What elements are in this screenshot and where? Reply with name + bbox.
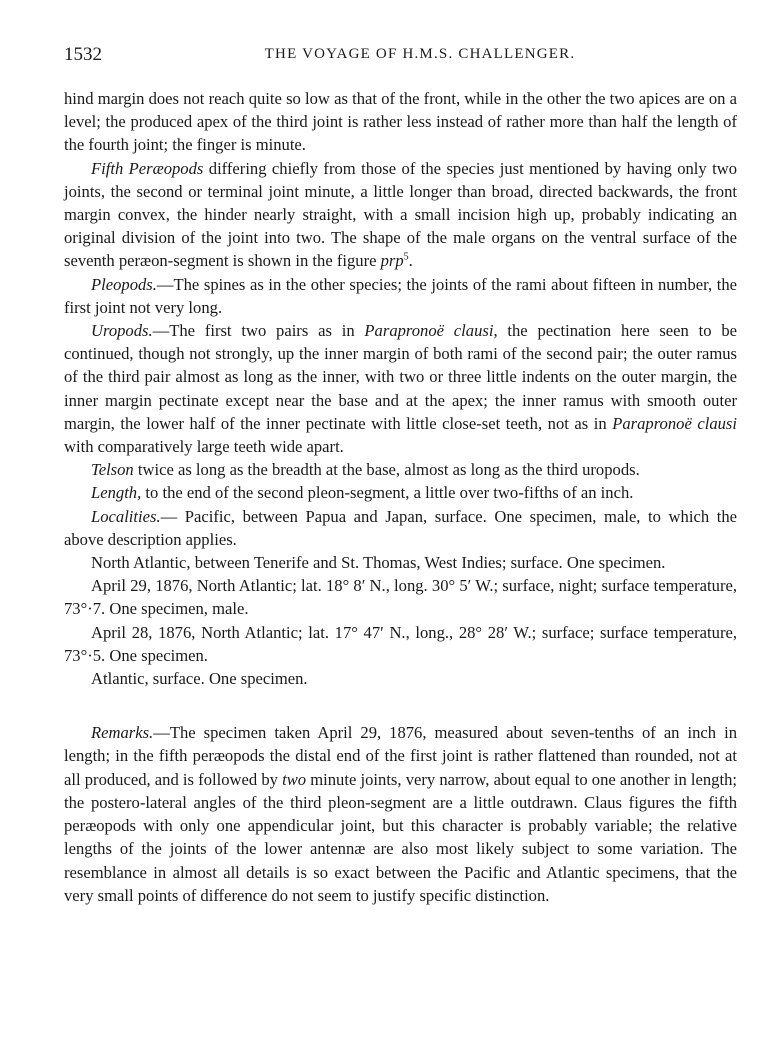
label-length: Length, bbox=[91, 483, 142, 503]
paragraph-length bbox=[64, 481, 737, 504]
label-pleopods: Pleopods. bbox=[91, 274, 157, 294]
paragraph-localities bbox=[64, 505, 737, 551]
paragraph-locality-4: April 28, 1876, North Atlantic; lat. 17° 47′ N., long., 28° 28′ W.; surface; surface temperature, 73°·5. One specimen. bbox=[64, 622, 737, 665]
text-telson: twice as long as the breadth at the base, almost as long as the third uropods. bbox=[133, 460, 640, 480]
body-text bbox=[64, 87, 737, 907]
paragraph-fifth-peraeopods bbox=[64, 157, 737, 273]
paragraph-pleopods bbox=[64, 273, 737, 319]
text-pleopods: —The spines as in the other species; the joints of the rami about fifteen in number, the first joint not very long. bbox=[64, 274, 737, 317]
label-telson: Telson bbox=[91, 460, 134, 480]
label-uropods: Uropods. bbox=[91, 321, 153, 341]
page-number: 1532 bbox=[64, 44, 102, 65]
paragraph-locality-2: North Atlantic, between Tenerife and St. Thomas, West Indies; surface. One specimen. bbox=[91, 553, 666, 573]
page-header bbox=[64, 44, 736, 74]
figure-ref-period: . bbox=[408, 251, 413, 271]
paragraph-telson bbox=[64, 458, 737, 481]
paragraph-remarks bbox=[64, 721, 737, 907]
paragraph-uropods bbox=[64, 319, 737, 458]
running-title: THE VOYAGE OF H.M.S. CHALLENGER. bbox=[264, 46, 576, 62]
text-remarks-b: minute joints, very narrow, about equal to one another in length; the postero-lateral angles of the third pleon-segment are a little outdrawn. Claus figures the fifth peræopods with only one appendicular joint, but this character is probably variable; the relative lengths of the joints of the lower antennæ are also most likely subject to some variation. The resemblance in almost all details is so exact between the Pacific and Atlantic specimens, that the very small points of difference do not seem to justify specific distinction. bbox=[64, 769, 737, 905]
paragraph-locality-3: April 29, 1876, North Atlantic; lat. 18° 8′ N., long. 30° 5′ W.; surface, night; surface temperature, 73°·7. One specimen, male. bbox=[64, 576, 737, 619]
paragraph-locality-5: Atlantic, surface. One specimen. bbox=[91, 669, 308, 689]
label-remarks: Remarks. bbox=[91, 723, 154, 743]
text-uropods-c: with comparatively large teeth wide apart. bbox=[64, 437, 344, 457]
text-uropods-b: , the pectination here seen to be continued, though not strongly, up the inner margin of both rami of the second pair; the outer ramus of the third pair almost as long as the inner, with two or three little indents on the outer margin, the inner margin pectinate except near the base and at the apex; the inner ramus with smooth outer margin, the lower half of the inner pectinate with little close-set teeth, not as in bbox=[64, 321, 737, 433]
text-localities: — Pacific, between Papua and Japan, surface. One specimen, male, to which the above description applies. bbox=[64, 506, 737, 549]
text-uropods-a: —The first two pairs as in bbox=[152, 321, 365, 341]
paragraph-continuation: hind margin does not reach quite so low as that of the front, while in the other the two apices are on a level; the produced apex of the third joint is rather less instead of rather more than half the length of the fourth joint; the finger is minute. bbox=[64, 89, 737, 155]
emphasis-two: two bbox=[282, 769, 307, 789]
text-length: to the end of the second pleon-segment, a little over two-fifths of an inch. bbox=[141, 483, 634, 503]
species-name: Parapronoë clausi bbox=[364, 321, 494, 341]
figure-ref: prp bbox=[380, 251, 404, 271]
label-localities: Localities. bbox=[91, 506, 161, 526]
figure-ref-superscript: 5 bbox=[403, 251, 409, 263]
text-fifth-peraeopods: differing chiefly from those of the species just mentioned by having only two joints, the second or terminal joint minute, a little longer than broad, directed backwards, the front margin convex, the hinder nearly straight, with a small incision high up, probably indicating an original division of the joint into two. The shape of the male organs on the ventral surface of the seventh peræon-segment is shown in the figure bbox=[64, 158, 738, 271]
label-fifth-peraeopods: Fifth Peræopods bbox=[91, 158, 204, 178]
species-name: Parapronoë clausi bbox=[612, 413, 737, 433]
text-remarks-a: —The specimen taken April 29, 1876, measured about seven-tenths of an inch in length; in the fifth peræopods the distal end of the first joint is rather flattened than rounded, not at all produced, and is followed by bbox=[64, 723, 737, 789]
